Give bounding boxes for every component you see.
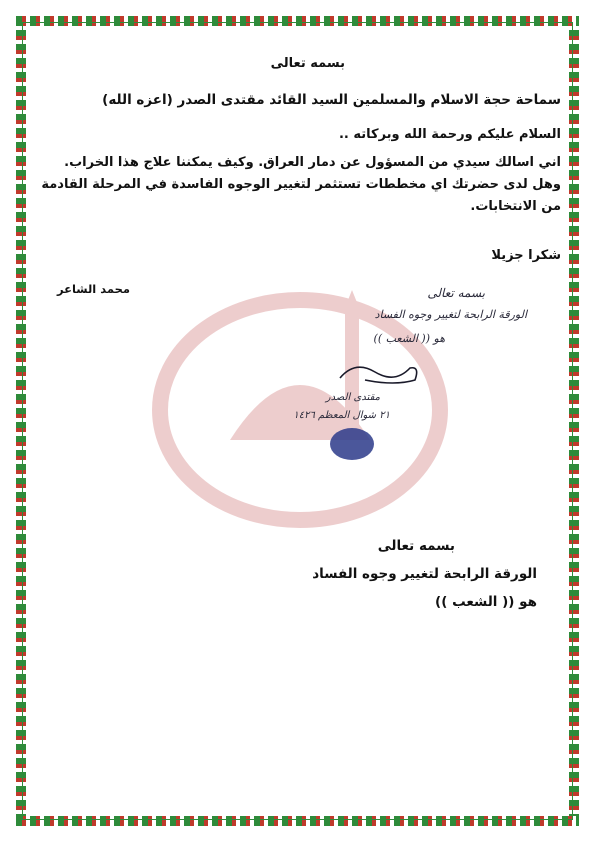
transcription-line2: الورقة الرابحة لتغيير وجوه الفساد bbox=[312, 566, 537, 582]
greeting: السلام عليكم ورحمة الله وبركاته .. bbox=[338, 127, 561, 142]
transcription-line1: بسمه تعالى bbox=[377, 538, 455, 554]
letter-body: اني اسالك سيدي من المسؤول عن دمار العراق. وكيف يمكننا علاج هذا الخراب. وهل لدى حضرتك اي مخططات تستثمر لتغيير الوجوه الفاسدة في المرحلة القادمة من الانتخابات. bbox=[41, 155, 561, 214]
handwritten-line2: الورقة الرابحة لتغيير وجوه الفساد bbox=[374, 308, 527, 321]
stamp-seal bbox=[330, 428, 374, 460]
handwritten-line1: بسمه تعالى bbox=[427, 286, 485, 300]
addressee: سماحة حجة الاسلام والمسلمين السيد القائد مقتدى الصدر (اعزه الله) bbox=[102, 92, 561, 108]
transcription-line3: هو (( الشعب )) bbox=[435, 594, 537, 610]
handwritten-date: ٢١ شوال المعظم ١٤٢٦ bbox=[293, 410, 390, 421]
signature bbox=[335, 358, 425, 388]
handwritten-signer: مقتدى الصدر bbox=[325, 392, 380, 403]
thanks: شكرا جزيلا bbox=[491, 248, 561, 263]
sender-name: محمد الشاعر bbox=[56, 282, 130, 296]
basmala: بسمه تعالى bbox=[270, 56, 345, 71]
handwritten-line3: هو (( الشعب )) bbox=[373, 332, 445, 345]
